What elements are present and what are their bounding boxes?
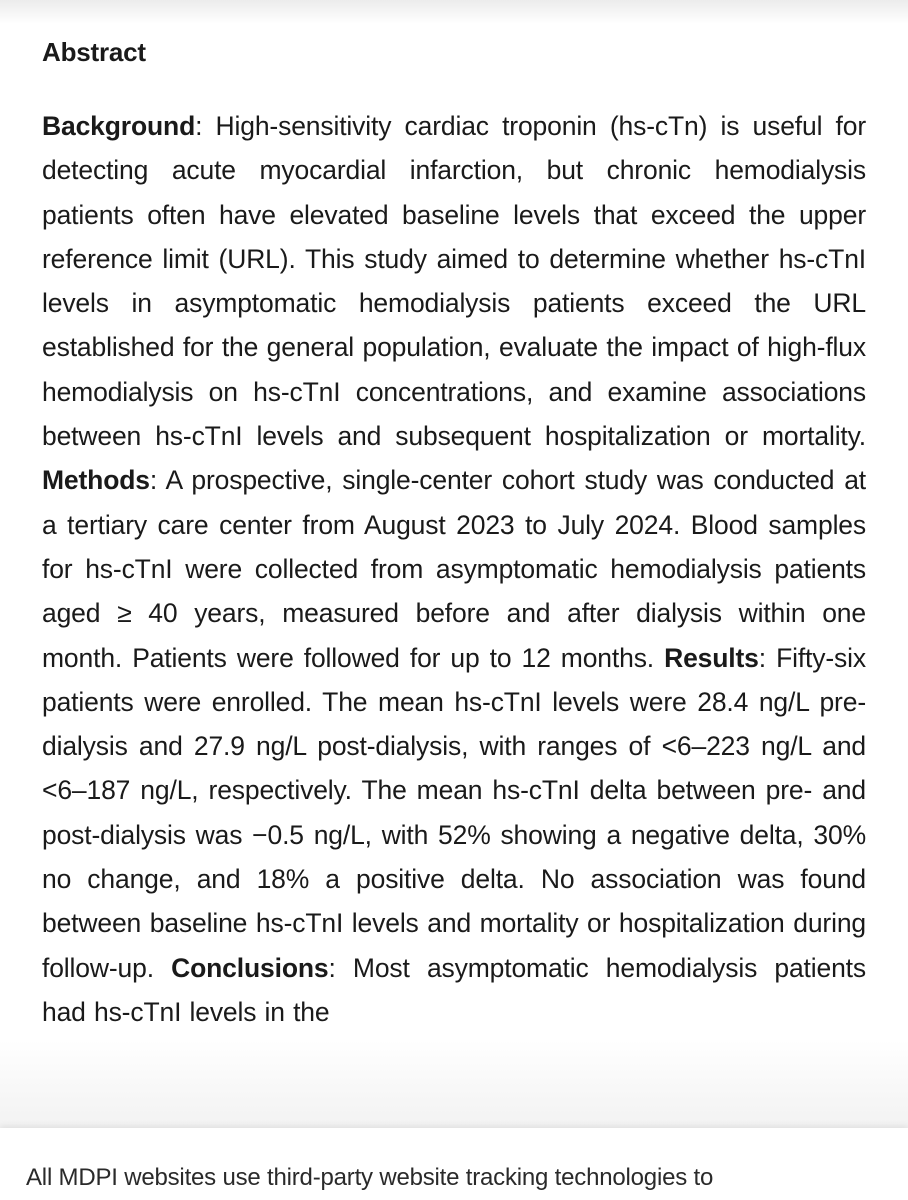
conclusions-text: : Most asymptomatic hemodialysis patients had hs-cTnI levels in the	[42, 952, 866, 1027]
top-shade	[0, 0, 908, 24]
background-label: Background	[42, 111, 196, 141]
results-label: Results	[664, 642, 759, 673]
conclusions-label: Conclusions	[171, 952, 329, 983]
methods-text: : A prospective, single-center cohort study was conducted at a tertiary care center from August 2023 to July 2024. Blood samples for hs-cTnI were collected from asymptomatic hemodialysis patients aged ≥ 40 years, measured before and after dialysis within one month. Patients were followed for up to 12 months.	[42, 465, 866, 673]
content-fade-overlay	[0, 1040, 908, 1128]
background-text: : High-sensitivity cardiac troponin (hs-cTn) is useful for detecting acute myocardial infarction, but chronic hemodialysis patients often have elevated baseline levels that exceed the upper reference limit (URL). This study aimed to determine whether hs-cTnI levels in asymptomatic hemodialysis patients exceed the URL established for the general population, evaluate the impact of high-flux hemodialysis on hs-cTnI concentrations, and examine associations between hs-cTnI levels and subsequent hospitalization or mortality.	[42, 111, 866, 452]
abstract-body	[42, 104, 866, 1034]
cookie-banner-text: All MDPI websites use third-party website tracking technologies to	[26, 1164, 714, 1191]
abstract-section	[42, 30, 866, 1034]
cookie-consent-banner[interactable]	[0, 1128, 908, 1200]
results-text: : Fifty-six patients were enrolled. The mean hs-cTnI levels were 28.4 ng/L pre-dialysis and 27.9 ng/L post-dialysis, with ranges of <6–223 ng/L and <6–187 ng/L, respectively. The mean hs-cTnI delta between pre- and post-dialysis was −0.5 ng/L, with 52% showing a negative delta, 30% no change, and 18% a positive delta. No association was found between baseline hs-cTnI levels and mortality or hospitalization during follow-up.	[42, 642, 866, 983]
abstract-heading: Abstract	[42, 37, 146, 67]
methods-label: Methods	[42, 465, 150, 496]
